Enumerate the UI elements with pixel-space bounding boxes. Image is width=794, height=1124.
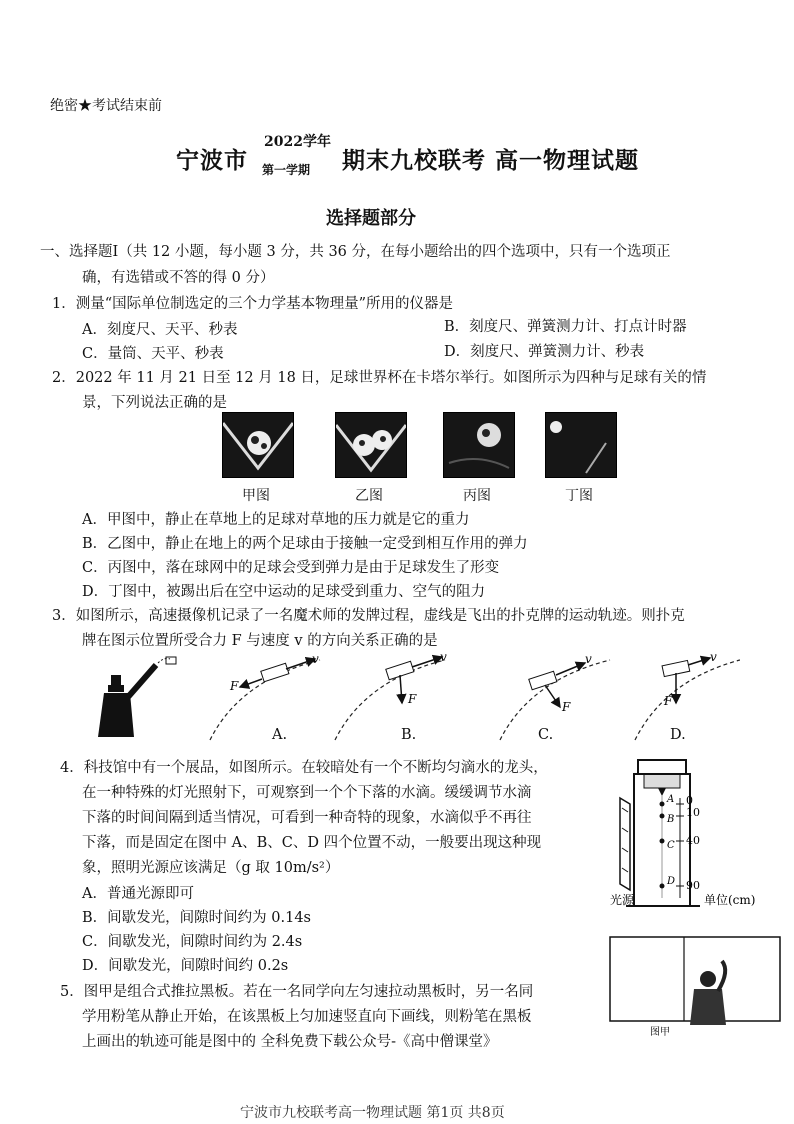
- caption-jia: 甲图: [242, 488, 270, 504]
- q1-option-b: B．刻度尺、弹簧测力计、打点计时器: [444, 319, 687, 335]
- confidential-label: 绝密★考试结束前: [50, 98, 162, 114]
- q4-figure: [608, 758, 788, 923]
- photo-bing: [443, 412, 515, 478]
- page-footer: 宁波市九校联考高一物理试题 第1页 共8页: [240, 1105, 505, 1121]
- light-source-label: 光源: [610, 893, 635, 907]
- q3-diagram-d: [635, 650, 740, 740]
- q4-option-b: B．间歇发光，间隙时间约为 0.14s: [82, 910, 311, 926]
- point-d-label: D: [667, 876, 676, 887]
- tick-90: 90: [686, 879, 700, 892]
- q4-stem-line3: 下落的时间间隔到适当情况，可看到一种奇特的现象，水滴似乎不再往: [82, 810, 532, 826]
- velocity-label-d: v: [710, 650, 717, 664]
- q3-diagram-c: [500, 652, 610, 740]
- q4-option-c: C．间歇发光，间隙时间约为 2.4s: [82, 934, 303, 950]
- q1-option-c: C．量筒、天平、秒表: [82, 346, 224, 362]
- force-label-b: F: [408, 692, 417, 706]
- q2-option-c: C．丙图中，落在球网中的足球会受到弹力是由于足球发生了形变: [82, 560, 500, 576]
- q2-stem-line2: 景，下列说法正确的是: [82, 395, 227, 411]
- two-footballs-image: [336, 413, 406, 477]
- part1-instruction-line1: 一、选择题Ⅰ（共 12 小题，每小题 3 分，共 36 分，在每小题给出的四个选项中，只有一个选项正: [40, 244, 671, 260]
- title-exam: 期末九校联考 高一物理试题: [342, 147, 640, 174]
- q1-option-a: A．刻度尺、天平、秒表: [82, 322, 238, 338]
- q3-label-b: B.: [401, 727, 417, 743]
- q5-stem-line2: 学用粉笔从静止开始，在该黑板上匀加速竖直向下画线，则粉笔在黑板: [82, 1009, 532, 1025]
- title-term: 第一学期: [262, 163, 311, 177]
- force-label-d: F: [664, 694, 673, 708]
- title-city: 宁波市: [176, 147, 248, 174]
- part1-instruction-line2: 确，有选错或不答的得 0 分）: [82, 270, 275, 286]
- velocity-label-c: v: [585, 652, 592, 666]
- q3-diagram-b: [335, 650, 447, 740]
- q3-label-a: A.: [272, 727, 288, 743]
- q2-option-d: D．丁图中，被踢出后在空中运动的足球受到重力、空气的阻力: [82, 584, 486, 600]
- caption-yi: 乙图: [355, 488, 383, 504]
- q4-option-a: A．普通光源即可: [82, 886, 194, 902]
- caption-ding: 丁图: [565, 488, 593, 504]
- tick-10: 10: [686, 806, 700, 819]
- point-b-label: B: [667, 814, 675, 825]
- tick-40: 40: [686, 834, 700, 847]
- velocity-label-b: v: [440, 650, 447, 664]
- q2-stem-line1: 2．2022 年 11 月 21 日至 12 月 18 日，足球世界杯在卡塔尔举行。如图所示为四种与足球有关的情: [52, 370, 707, 386]
- q3-stem-line2: 牌在图示位置所受合力 F 与速度 v 的方向关系正确的是: [82, 633, 438, 649]
- tick-0: 0: [686, 794, 693, 807]
- force-label-a: F: [230, 679, 239, 693]
- photo-ding: [545, 412, 617, 478]
- photo-yi: [335, 412, 407, 478]
- magician-figure: [98, 657, 176, 737]
- q4-stem-line2: 在一种特殊的灯光照射下，可观察到一个个下落的水滴。缓缓调节水滴: [82, 785, 532, 801]
- q1-stem: 1．测量“国际单位制选定的三个力学基本物理量”所用的仪器是: [52, 296, 454, 312]
- figure-jia-label: 图甲: [650, 1027, 670, 1038]
- title-year: 2022学年: [264, 134, 331, 150]
- velocity-label-a: v: [312, 652, 319, 666]
- q3-label-d: D.: [670, 727, 686, 743]
- point-a-label: A: [667, 794, 675, 805]
- blackboard-figure: [608, 935, 784, 1040]
- q5-stem-line1: 5．图甲是组合式推拉黑板。若在一名同学向左匀速拉动黑板时，另一名同: [60, 984, 534, 1000]
- q3-label-c: C.: [538, 727, 554, 743]
- q3-diagram-a: [210, 652, 320, 740]
- photo-jia: [222, 412, 294, 478]
- light-source-icon: [620, 798, 630, 890]
- football-on-grass-image: [223, 413, 293, 477]
- caption-bing: 丙图: [463, 488, 491, 504]
- q3-stem-line1: 3．如图所示，高速摄像机记录了一名魔术师的发牌过程，虚线是飞出的扑克牌的运动轨迹。则扑克: [52, 608, 685, 624]
- q4-stem-line1: 4．科技馆中有一个展品，如图所示。在较暗处有一个不断均匀滴水的龙头，: [60, 760, 548, 776]
- q2-option-b: B．乙图中，静止在地上的两个足球由于接触一定受到相互作用的弹力: [82, 536, 528, 552]
- kicked-football-image: [546, 413, 616, 477]
- q4-option-d: D．间歇发光，间隙时间约 0.2s: [82, 958, 289, 974]
- q4-stem-line4: 下落，而是固定在图中 A、B、C、D 四个位置不动，一般要出现这种现: [82, 835, 542, 851]
- unit-label: 单位(cm): [704, 893, 756, 907]
- force-label-c: F: [562, 700, 571, 714]
- q5-stem-line3: 上画出的轨迹可能是图中的 全科免费下载公众号-《高中僧课堂》: [82, 1034, 498, 1050]
- q4-stem-line5: 象，照明光源应该满足（g 取 10m/s²）: [82, 860, 340, 876]
- q1-option-d: D．刻度尺、弹簧测力计、秒表: [444, 344, 645, 360]
- football-in-net-image: [444, 413, 514, 477]
- section-title: 选择题部分: [326, 208, 416, 229]
- q2-option-a: A．甲图中，静止在草地上的足球对草地的压力就是它的重力: [82, 512, 470, 528]
- point-c-label: C: [667, 840, 675, 851]
